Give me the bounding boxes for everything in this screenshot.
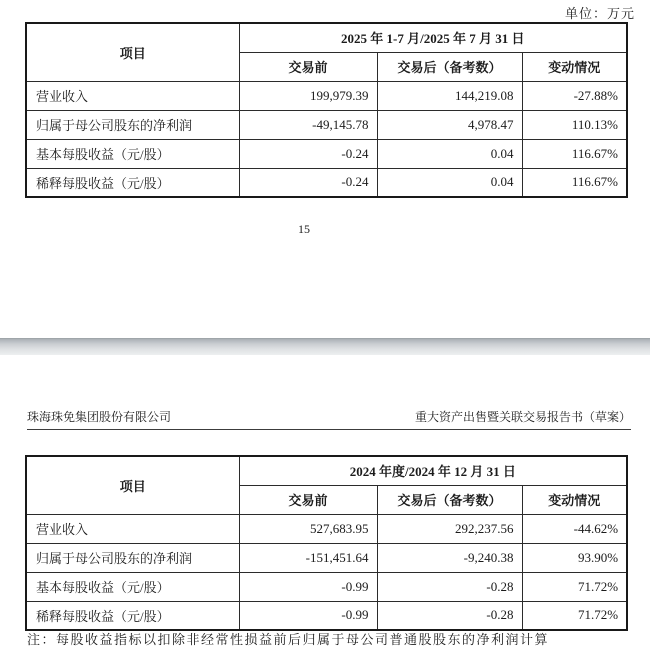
- col-header-change: 变动情况: [522, 52, 627, 81]
- unit-label: 单位：万元: [564, 6, 635, 21]
- row-label: 基本每股收益（元/股）: [26, 572, 239, 601]
- value-change: 116.67%: [522, 168, 627, 197]
- table-row: [26, 139, 627, 168]
- col-header-after: 交易后（备考数）: [377, 485, 522, 514]
- value-after: 292,237.56: [377, 514, 522, 543]
- value-before: -0.99: [239, 601, 377, 630]
- value-change: -44.62%: [522, 514, 627, 543]
- table-row: [26, 168, 627, 197]
- page-separator-band: [0, 338, 650, 355]
- col-header-item: 项目: [26, 456, 239, 514]
- value-after: 144,219.08: [377, 81, 522, 110]
- col-header-change: 变动情况: [522, 485, 627, 514]
- table-row: [26, 110, 627, 139]
- col-header-before: 交易前: [239, 52, 377, 81]
- value-change: 110.13%: [522, 110, 627, 139]
- value-before: -0.24: [239, 168, 377, 197]
- value-before: 527,683.95: [239, 514, 377, 543]
- report-page-16: [0, 355, 650, 647]
- running-header-doc-title: 重大资产出售暨关联交易报告书（草案）: [414, 410, 631, 424]
- row-label: 归属于母公司股东的净利润: [26, 543, 239, 572]
- value-after: -9,240.38: [377, 543, 522, 572]
- page-number: 15: [298, 222, 310, 236]
- value-before: 199,979.39: [239, 81, 377, 110]
- row-label: 营业收入: [26, 514, 239, 543]
- table-row: [26, 543, 627, 572]
- table-row: [26, 81, 627, 110]
- value-after: 0.04: [377, 168, 522, 197]
- col-header-period: 2025 年 1-7 月/2025 年 7 月 31 日: [239, 23, 627, 52]
- eps-footnote-clipped: 注：每股收益指标以扣除非经常性损益前后归属于母公司普通股股东的净利润计算: [27, 632, 550, 647]
- row-label: 基本每股收益（元/股）: [26, 139, 239, 168]
- row-label: 归属于母公司股东的净利润: [26, 110, 239, 139]
- value-before: -151,451.64: [239, 543, 377, 572]
- value-before: -0.99: [239, 572, 377, 601]
- value-after: -0.28: [377, 601, 522, 630]
- col-header-period: 2024 年度/2024 年 12 月 31 日: [239, 456, 627, 485]
- value-before: -0.24: [239, 139, 377, 168]
- pro-forma-table-2025: [25, 22, 628, 198]
- value-before: -49,145.78: [239, 110, 377, 139]
- row-label: 稀释每股收益（元/股）: [26, 168, 239, 197]
- value-change: 71.72%: [522, 572, 627, 601]
- table-row: [26, 514, 627, 543]
- pro-forma-table-2024: [25, 455, 628, 631]
- value-after: 4,978.47: [377, 110, 522, 139]
- value-after: 0.04: [377, 139, 522, 168]
- row-label: 稀释每股收益（元/股）: [26, 601, 239, 630]
- value-change: 116.67%: [522, 139, 627, 168]
- col-header-before: 交易前: [239, 485, 377, 514]
- running-header-company: 珠海珠免集团股份有限公司: [27, 410, 172, 424]
- table-header-row: [26, 456, 627, 485]
- col-header-item: 项目: [26, 23, 239, 81]
- value-change: 93.90%: [522, 543, 627, 572]
- table-row: [26, 601, 627, 630]
- table-row: [26, 572, 627, 601]
- table-header-row: [26, 23, 627, 52]
- running-header: [27, 408, 631, 430]
- value-change: 71.72%: [522, 601, 627, 630]
- value-change: -27.88%: [522, 81, 627, 110]
- row-label: 营业收入: [26, 81, 239, 110]
- col-header-after: 交易后（备考数）: [377, 52, 522, 81]
- value-after: -0.28: [377, 572, 522, 601]
